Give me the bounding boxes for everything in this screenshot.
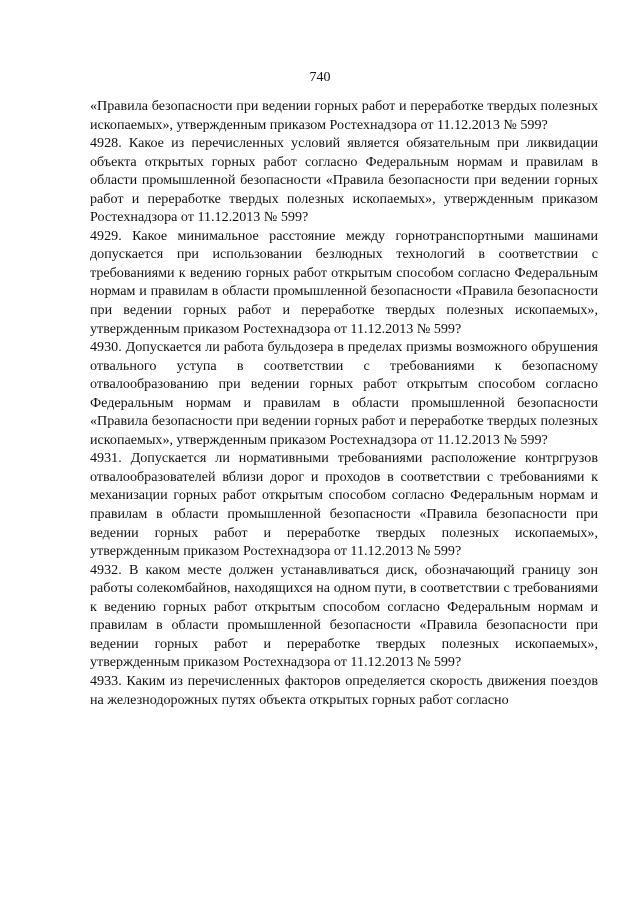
- question-4931: 4931. Допускается ли нормативными требованиями расположение контргрузов отвалообразователей вблизи дорог и проходов в соответствии с требованиями к механизации горных работ открытым способом согласно Федеральным нормам и правилам в области промышленной безопасности «Правила безопасности при ведении горных работ и переработке твердых полезных ископаемых», утвержденным приказом Ростехнадзора от 11.12.2013 № 599?: [90, 450, 598, 560]
- document-body: [90, 97, 598, 709]
- question-4933: 4933. Каким из перечисленных факторов определяется скорость движения поездов на железнодорожных путях объекта открытых горных работ согласно: [90, 672, 598, 708]
- question-4930: 4930. Допускается ли работа бульдозера в пределах призмы возможного обрушения отвального уступа в соответствии с требованиями к безопасному отвалообразованию при ведении горных работ открытым способом согласно Федеральным нормам и правилам в области промышленной безопасности «Правила безопасности при ведении горных работ и переработке твердых полезных ископаемых», утвержденным приказом Ростехнадзора от 11.12.2013 № 599?: [90, 339, 598, 448]
- question-4928: 4928. Какое из перечисленных условий является обязательным при ликвидации объекта открытых горных работ согласно Федеральным нормам и правилам в области промышленной безопасности «Правила безопасности при ведении горных работ и переработке твердых полезных ископаемых», утвержденным приказом Ростехнадзора от 11.12.2013 № 599?: [90, 135, 598, 226]
- question-4929: 4929. Какое минимальное расстояние между горнотранспортными машинами допускается при использовании безлюдных технологий в соответствии с требованиями к ведению горных работ открытым способом согласно Федеральным нормам и правилам в области промышленной безопасности «Правила безопасности при ведении горных работ и переработке твердых полезных ископаемых», утвержденным приказом Ростехнадзора от 11.12.2013 № 599?: [90, 227, 598, 337]
- paragraph-continuation: «Правила безопасности при ведении горных работ и переработке твердых полезных ископаемых», утвержденным приказом Ростехнадзора от 11.12.2013 № 599?: [90, 98, 598, 133]
- page-number: 740: [309, 70, 331, 85]
- question-4932: 4932. В каком месте должен устанавливаться диск, обозначающий границу зон работы солекомбайнов, находящихся на одном пути, в соответствии с требованиями к ведению горных работ открытым способом согласно Федеральным нормам и правилам в области промышленной безопасности «Правила безопасности при ведении горных работ и переработке твердых полезных ископаемых», утвержденным приказом Ростехнадзора от 11.12.2013 № 599?: [90, 561, 598, 671]
